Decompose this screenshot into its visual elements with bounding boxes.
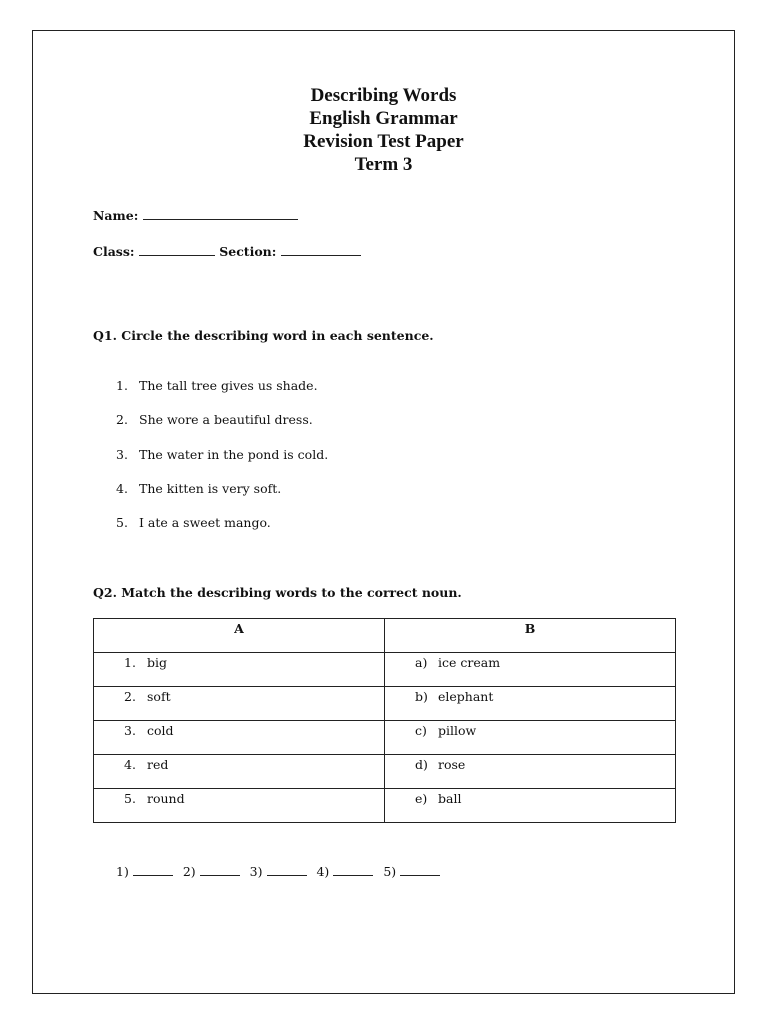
table-cell-b: d) rose: [385, 755, 676, 789]
table-cell-a: 4. red: [94, 755, 385, 789]
class-blank[interactable]: [139, 243, 215, 256]
table-row: [94, 653, 676, 687]
answer-item: 5): [383, 864, 440, 879]
table-row: [94, 755, 676, 789]
table-row: [94, 687, 676, 721]
list-item: 4. The kitten is very soft.: [116, 480, 282, 496]
answer-blank[interactable]: [200, 864, 240, 876]
answer-item: 2): [183, 864, 240, 879]
title-line-1: Describing Words: [310, 85, 457, 106]
column-header-b: B: [385, 619, 676, 653]
table-row: [94, 789, 676, 823]
list-item: 5. I ate a sweet mango.: [116, 515, 271, 531]
answer-blank[interactable]: [133, 864, 173, 876]
table-cell-b: a) ice cream: [385, 653, 676, 687]
name-label: Name:: [93, 208, 139, 223]
table-cell-a: 2. soft: [94, 687, 385, 721]
title-line-2: English Grammar: [309, 108, 458, 129]
name-blank[interactable]: [143, 207, 298, 220]
class-label: Class:: [93, 244, 135, 259]
answer-item: 4): [316, 864, 373, 879]
answer-blank[interactable]: [400, 864, 440, 876]
answer-row: [116, 864, 446, 879]
table-cell-a: 5. round: [94, 789, 385, 823]
table-header-row: [94, 619, 676, 653]
answer-item: 3): [250, 864, 307, 879]
title-block: [32, 84, 735, 176]
table-cell-a: 3. cold: [94, 721, 385, 755]
table-cell-b: b) elephant: [385, 687, 676, 721]
name-field-row: [93, 207, 298, 223]
class-section-row: [93, 243, 361, 259]
list-item: 1. The tall tree gives us shade.: [116, 378, 318, 393]
answer-blank[interactable]: [267, 864, 307, 876]
section-blank[interactable]: [281, 243, 361, 256]
table-cell-a: 1. big: [94, 653, 385, 687]
q2-heading: Q2. Match the describing words to the correct noun.: [93, 585, 462, 600]
section-label: Section:: [219, 244, 277, 259]
table-cell-b: c) pillow: [385, 721, 676, 755]
column-header-a: A: [94, 619, 385, 653]
answer-item: 1): [116, 864, 173, 879]
list-item: 2. She wore a beautiful dress.: [116, 412, 313, 428]
list-item: 3. The water in the pond is cold.: [116, 446, 329, 462]
q1-list: [116, 378, 328, 549]
match-table: [93, 618, 676, 823]
answer-blank[interactable]: [333, 864, 373, 876]
title-line-4: Term 3: [354, 154, 413, 175]
title-line-3: Revision Test Paper: [303, 131, 464, 152]
q1-heading: Q1. Circle the describing word in each sentence.: [93, 328, 434, 343]
table-cell-b: e) ball: [385, 789, 676, 823]
table-row: [94, 721, 676, 755]
